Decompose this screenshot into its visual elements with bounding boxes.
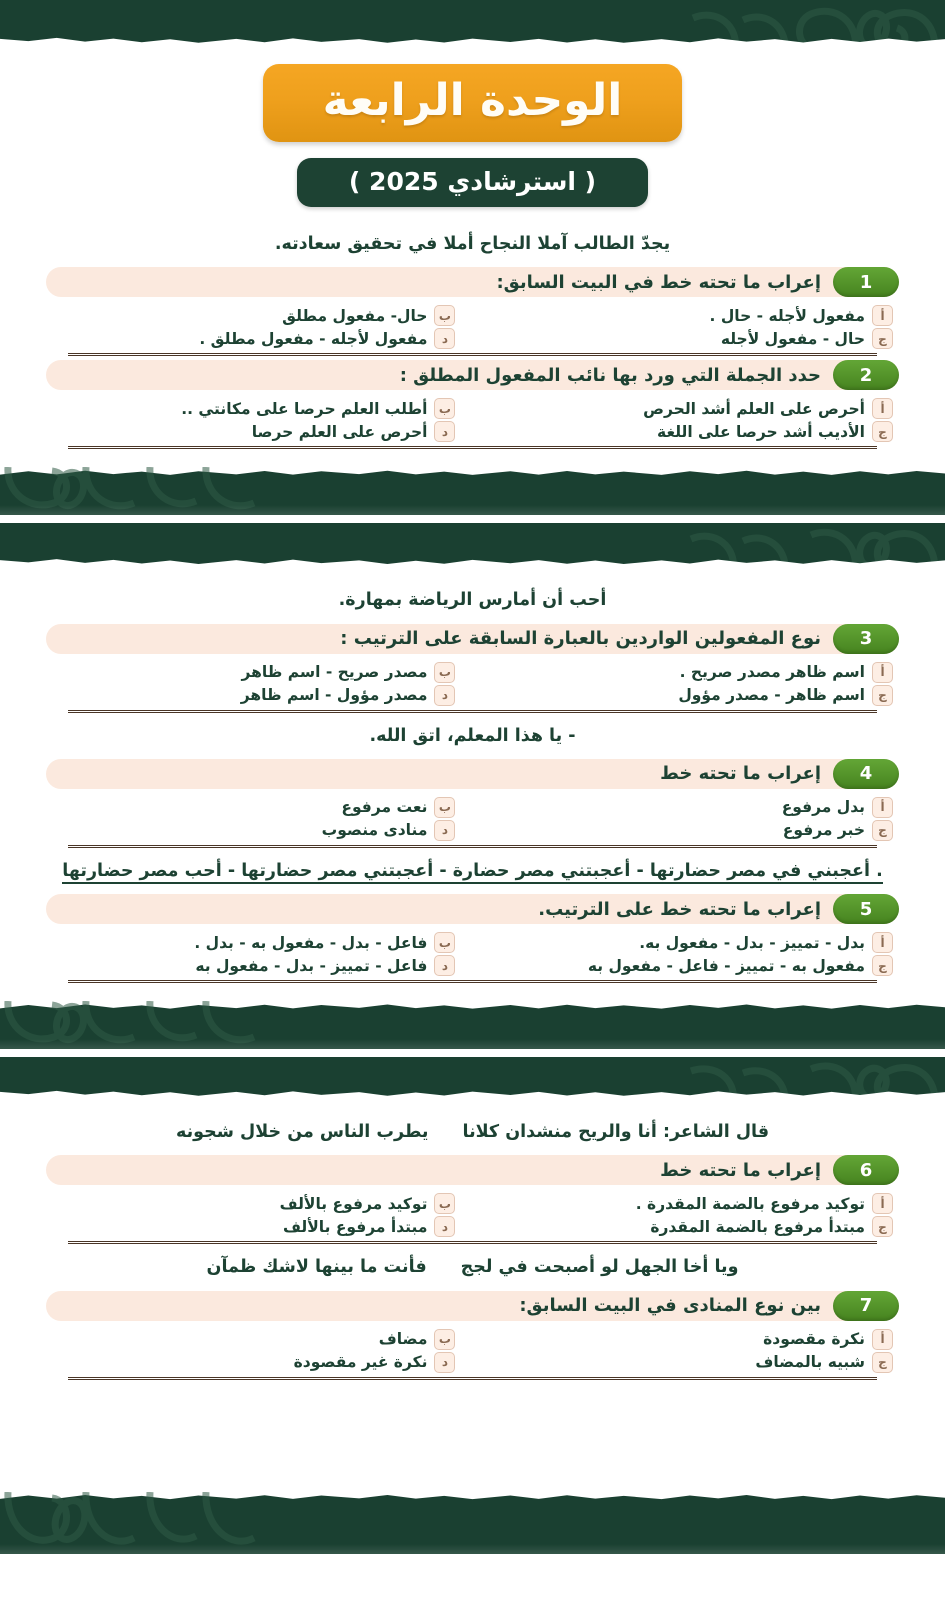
- option-row: [46, 1352, 899, 1373]
- question-stem: [46, 1244, 899, 1286]
- option-key: د: [434, 685, 455, 706]
- option-c[interactable]: [484, 1352, 899, 1373]
- question-number-badge: 1: [833, 267, 899, 297]
- question-number-badge: 4: [833, 759, 899, 789]
- option-label: الأديب أشد حرصا على اللغة: [657, 422, 865, 441]
- option-c[interactable]: [484, 1216, 899, 1237]
- question-number-badge: 2: [833, 360, 899, 390]
- option-key: ج: [872, 820, 893, 841]
- option-key: ج: [872, 421, 893, 442]
- option-label: مفعول لأجله - مفعول مطلق .: [199, 329, 428, 348]
- option-label: فاعل - تمييز - بدل - مفعول به: [195, 956, 428, 975]
- subtitle-plate: [297, 158, 648, 207]
- ribbon-tail-decor: [241, 43, 294, 121]
- stem-text-hemistich-2: يطرب الناس من خلال شجونه: [175, 1122, 429, 1142]
- option-key: د: [434, 955, 455, 976]
- option-d[interactable]: [46, 685, 455, 706]
- option-row: [46, 1329, 899, 1350]
- option-label: أحرص على العلم حرصا: [251, 422, 428, 441]
- option-a[interactable]: [484, 398, 899, 419]
- question-bar-4: [46, 759, 899, 789]
- question-text: بين نوع المنادى في البيت السابق:: [519, 1295, 821, 1316]
- option-label: مفعول لأجله - حال .: [709, 306, 865, 325]
- option-label: مضاف: [378, 1330, 428, 1348]
- spacer: [46, 449, 899, 467]
- torn-edge: [0, 554, 945, 567]
- stem-text: يجدّ الطالب آملا النجاح أملا في تحقيق سعادته.: [274, 234, 671, 254]
- page-2: [0, 523, 945, 1049]
- torn-edge: [0, 1492, 945, 1505]
- option-key: أ: [872, 662, 893, 683]
- ribbon-fold-left: [253, 130, 313, 152]
- option-row: [46, 305, 899, 326]
- band-shade: [0, 505, 945, 515]
- page-3-content: [0, 1099, 945, 1492]
- option-label: مصدر صريح - اسم ظاهر: [241, 663, 428, 681]
- option-key: د: [434, 820, 455, 841]
- option-label: خبر مرفوع: [782, 821, 865, 840]
- option-label: نكرة مقصودة: [763, 1330, 865, 1348]
- option-row: [46, 955, 899, 976]
- option-b[interactable]: [46, 1329, 455, 1350]
- page-gap: [0, 1049, 945, 1057]
- option-a[interactable]: [484, 305, 899, 326]
- option-b[interactable]: [46, 398, 455, 419]
- option-row: [46, 398, 899, 419]
- option-b[interactable]: [46, 932, 455, 953]
- torn-edge: [0, 467, 945, 480]
- option-key: أ: [872, 305, 893, 326]
- top-decor-band-1: [0, 0, 945, 46]
- question-text: إعراب ما تحته خط على الترتيب.: [538, 898, 821, 920]
- spacer: [46, 567, 899, 577]
- option-b[interactable]: [46, 305, 455, 326]
- option-key: ج: [872, 955, 893, 976]
- option-d[interactable]: [46, 421, 455, 442]
- option-label: أحرص على العلم أشد الحرص: [643, 399, 865, 418]
- question-text: إعراب ما تحته خط في البيت السابق:: [496, 271, 821, 293]
- bottom-decor-band-3: [0, 1492, 945, 1554]
- option-row: [46, 421, 899, 442]
- option-key: أ: [872, 932, 893, 953]
- option-key: ب: [434, 662, 455, 683]
- question-stem: [46, 577, 899, 619]
- option-row: [46, 685, 899, 706]
- option-key: ج: [872, 1216, 893, 1237]
- question-number-badge: 7: [833, 1291, 899, 1321]
- section-rule: [68, 353, 877, 356]
- option-label: حال- مفعول مطلق: [282, 306, 428, 325]
- option-key: ب: [434, 932, 455, 953]
- option-b[interactable]: [46, 662, 455, 683]
- top-decor-band-2: [0, 523, 945, 567]
- spacer: [46, 1099, 899, 1109]
- question-stem: [46, 713, 899, 755]
- band-shade: [0, 1544, 945, 1554]
- option-label: اسم ظاهر مصدر صريح .: [679, 663, 865, 681]
- option-label: بدل - تمييز - بدل - مفعول به.: [639, 933, 865, 952]
- option-d[interactable]: [46, 955, 455, 976]
- options-list-4: [46, 791, 899, 843]
- question-bar-1: [46, 267, 899, 297]
- option-key: ب: [434, 1193, 455, 1214]
- option-c[interactable]: [484, 955, 899, 976]
- torn-edge: [0, 1086, 945, 1099]
- option-a[interactable]: [484, 662, 899, 683]
- option-label: شبيه بالمضاف: [755, 1353, 865, 1371]
- page-2-content: [0, 567, 945, 1001]
- option-label: مصدر مؤول - اسم ظاهر: [240, 686, 428, 704]
- unit-title-ribbon: [263, 64, 683, 142]
- stem-text-hemistich-1: قال الشاعر: أنا والريح منشدان كلانا: [462, 1122, 770, 1142]
- question-stem: [46, 848, 899, 890]
- option-row: [46, 1216, 899, 1237]
- option-c[interactable]: [484, 421, 899, 442]
- page-1: [0, 0, 945, 515]
- question-number-badge: 5: [833, 894, 899, 924]
- option-key: د: [434, 1352, 455, 1373]
- option-key: د: [434, 421, 455, 442]
- question-bar-2: [46, 360, 899, 390]
- option-a[interactable]: [484, 1193, 899, 1214]
- option-label: توكيد مرفوع بالألف: [279, 1194, 428, 1213]
- stem-text: . أعجبني في مصر حضارتها - أعجبتني مصر حضارة - أعجبتني مصر حضارتها - أحب مصر حضارتها: [62, 861, 882, 884]
- subtitle-text: ( استرشادي 2025 ): [348, 167, 597, 196]
- top-decor-band-3: [0, 1057, 945, 1099]
- options-list-2: [46, 392, 899, 444]
- option-d[interactable]: [46, 820, 455, 841]
- option-key: ب: [434, 797, 455, 818]
- question-text: إعراب ما تحته خط: [660, 763, 821, 785]
- option-row: [46, 820, 899, 841]
- unit-title: الوحدة الرابعة: [322, 75, 623, 126]
- question-stem: [46, 221, 899, 263]
- bottom-decor-band-2: [0, 1001, 945, 1049]
- options-list-5: [46, 926, 899, 978]
- option-row: [46, 797, 899, 818]
- ribbon-fold-right: [632, 130, 692, 152]
- option-label: فاعل - بدل - مفعول به - بدل .: [194, 933, 428, 952]
- spacer: [46, 983, 899, 1001]
- options-list-1: [46, 299, 899, 351]
- option-row: [46, 1193, 899, 1214]
- stem-text: أحب أن أمارس الرياضة بمهارة.: [338, 590, 607, 611]
- option-label: نكرة غير مقصودة: [293, 1353, 428, 1371]
- option-c[interactable]: [484, 820, 899, 841]
- question-text: نوع المفعولين الواردين بالعبارة السابقة على الترتيب :: [340, 628, 821, 649]
- stem-text-hemistich-2: فأنت ما بينها لاشك ظمآن: [206, 1257, 427, 1278]
- question-number-badge: 3: [833, 624, 899, 654]
- option-row: [46, 662, 899, 683]
- option-d[interactable]: [46, 1216, 455, 1237]
- question-stem: [46, 1109, 899, 1151]
- option-key: د: [434, 1216, 455, 1237]
- question-text: إعراب ما تحته خط: [660, 1159, 821, 1181]
- stem-text-hemistich-1: ويا أخا الجهل لو أصبحت في لجج: [460, 1257, 739, 1278]
- option-c[interactable]: [484, 685, 899, 706]
- option-key: أ: [872, 1193, 893, 1214]
- option-c[interactable]: [484, 328, 899, 349]
- option-label: توكيد مرفوع بالضمة المقدرة .: [635, 1194, 865, 1213]
- option-b[interactable]: [46, 797, 455, 818]
- option-label: نعت مرفوع: [341, 798, 428, 817]
- page-gap: [0, 515, 945, 523]
- option-label: أطلب العلم حرصا على مكانتي ..: [181, 399, 428, 418]
- option-row: [46, 932, 899, 953]
- torn-edge: [0, 33, 945, 46]
- option-label: اسم ظاهر - مصدر مؤول: [678, 686, 865, 704]
- option-label: منادى منصوب: [321, 821, 428, 840]
- torn-edge: [0, 1001, 945, 1014]
- options-list-7: [46, 1323, 899, 1375]
- question-bar-3: [46, 624, 899, 654]
- option-d[interactable]: [46, 328, 455, 349]
- page-3: [0, 1057, 945, 1554]
- page-1-content: [0, 221, 945, 467]
- option-a[interactable]: [484, 1329, 899, 1350]
- option-key: د: [434, 328, 455, 349]
- question-bar-5: [46, 894, 899, 924]
- option-key: ج: [872, 685, 893, 706]
- options-list-6: [46, 1187, 899, 1239]
- option-key: ج: [872, 1352, 893, 1373]
- option-a[interactable]: [484, 932, 899, 953]
- band-shade: [0, 1039, 945, 1049]
- option-key: ب: [434, 305, 455, 326]
- option-key: أ: [872, 797, 893, 818]
- option-label: حال - مفعول لأجله: [720, 329, 865, 348]
- option-d[interactable]: [46, 1352, 455, 1373]
- option-row: [46, 328, 899, 349]
- question-bar-6: [46, 1155, 899, 1185]
- question-bar-7: [46, 1291, 899, 1321]
- hero-header: [0, 46, 945, 221]
- option-key: ب: [434, 398, 455, 419]
- options-list-3: [46, 656, 899, 708]
- option-b[interactable]: [46, 1193, 455, 1214]
- question-text: حدد الجملة التي ورد بها نائب المفعول المطلق :: [399, 364, 821, 386]
- option-a[interactable]: [484, 797, 899, 818]
- stem-text: - يا هذا المعلم، اتق الله.: [369, 725, 576, 746]
- option-key: ب: [434, 1329, 455, 1350]
- option-label: مفعول به - تمييز - فاعل - مفعول به: [587, 956, 865, 975]
- bottom-decor-band-1: [0, 467, 945, 515]
- option-label: مبتدأ مرفوع بالألف: [282, 1217, 428, 1236]
- option-key: ج: [872, 328, 893, 349]
- option-label: مبتدأ مرفوع بالضمة المقدرة: [650, 1217, 865, 1236]
- question-number-badge: 6: [833, 1155, 899, 1185]
- option-key: أ: [872, 1329, 893, 1350]
- option-key: أ: [872, 398, 893, 419]
- option-label: بدل مرفوع: [781, 798, 865, 817]
- spacer: [46, 1380, 899, 1492]
